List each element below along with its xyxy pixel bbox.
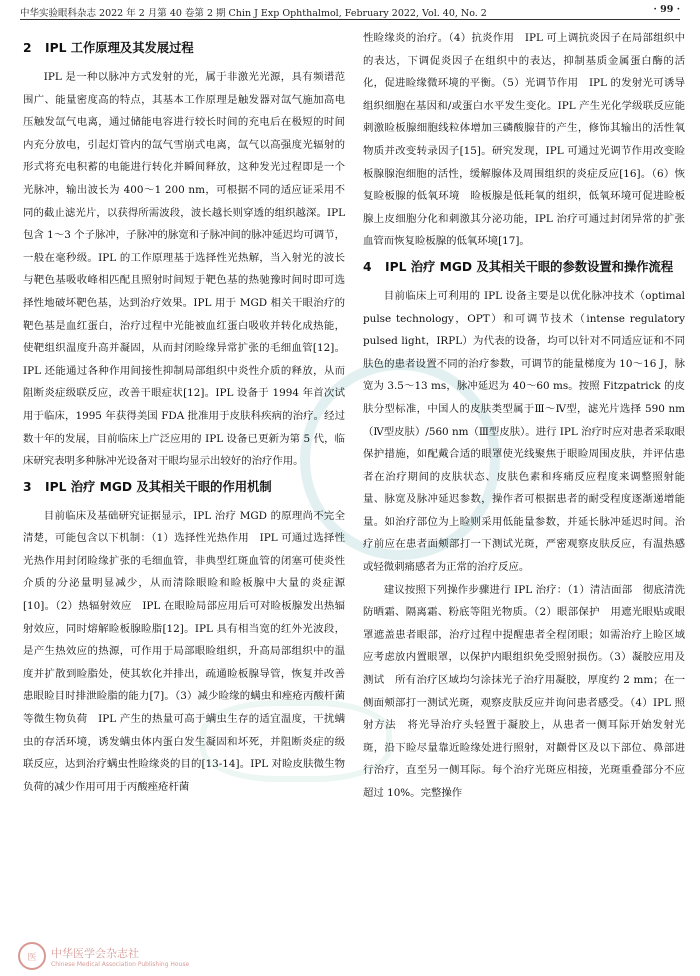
section-number: 2: [23, 41, 32, 55]
body-paragraph: 建议按照下列操作步骤进行 IPL 治疗：（1）清洁面部 彻底清洗防晒霜、隔离霜、粉底等阻光物质。（2）眼部保护 用遮光眼贴或眼罩遮盖患者眼部，治疗过程中提醒患者全程闭眼；如需治疗上睑区域应考虑放内置眼罩，以保护内眼组织免受照射损伤。（3）凝胶应用及测试 所有治疗区域均匀涂抹光子治疗用凝胶，厚度约 2 mm；在一侧面颊部打一测试光斑，观察皮肤反应并询问患者感受。（4）IPL 照射方法 将光导治疗头轻置于凝胶上，从患者一侧耳际开始发射光斑，沿下睑尽量靠近睑缘处进行照射，对颧骨区及以下部位、鼻部进行治疗，直至另一侧耳际。每个治疗光斑应相接，光斑重叠部分不应超过 10%。完整操作: [363, 583, 685, 799]
journal-citation: 中华实验眼科杂志 2022 年 2 月第 40 卷第 2 期 Chin J Exp Ophthalmol, February 2022, Vol. 40, No. 2: [20, 8, 487, 19]
publisher-logo: [18, 942, 189, 970]
body-paragraph: 目前临床上可利用的 IPL 设备主要是以优化脉冲技术（optimal pulse technology，OPT）和可调节技术（intense regulatory pulsed light，IRPL）为代表的设备，均可以针对不同适应证和不同肤色的患者设置不同的治疗参数，可调节的能量梯度为 10～16 J，脉宽为 3.5～13 ms，脉冲延迟为 40～60 ms。按照 Fitzpatrick 的皮肤分型标准，中国人的皮肤类型属于Ⅲ～Ⅳ型，滤光片选择 590 nm（Ⅳ型皮肤）/560 nm（Ⅲ型皮肤）。进行 IPL 治疗时应对患者采取眼保护措施，如配戴合适的眼罩使光线聚焦于眼睑周围皮肤，并评估患者在治疗期间的皮肤状态、皮肤色素和疼痛反应程度来调整照射能量、脉宽及脉冲延迟参数，操作者可根据患者的耐受程度逐渐递增能量。如治疗部位为上睑则采用低能量参数，并延长脉冲延迟时间。治疗前应在患者面颊部打一下测试光斑，严密观察皮肤反应，有温热感或轻微刺痛感者为正常的治疗反应。: [363, 289, 685, 574]
section-title: IPL 治疗 MGD 及其相关干眼的作用机制: [45, 479, 272, 494]
body-paragraph: 目前临床及基础研究证据显示，IPL 治疗 MGD 的原理尚不完全清楚，可能包含以下机制：（1）选择性光热作用 IPL 可通过选择性光热作用封闭睑缘扩张的毛细血管，非典型红斑血管的闭塞可使炎性介质的分泌量明显减少，从而清除眼睑和睑板腺中大量的炎症源[10]。（2）热辐射效应 IPL 在眼睑局部应用后可对睑板腺发出热辐射效应，同时熔解睑板腺睑脂[12]。IPL 具有相当宽的红外光波段，是产生热效应的热源，可作用于局部眼睑组织，升高局部组织中的温度并扩散到睑脂处，使其软化并排出，疏通睑板腺导管，恢复并改善患眼睑目时排泄睑脂的能力[7]。（3）减少睑缘的螨虫和痤疮丙酸杆菌等微生物负荷 IPL 产生的热量可高于螨虫生存的适宜温度，干扰螨虫的存活环境，诱发螨虫体内蛋白发生凝固和坏死，并阻断炎症的级联反应，达到治疗螨虫性睑缘炎的目的[13-14]。IPL 对睑皮肤微生物负荷的减少作用可用于丙酸痤疮杆菌: [23, 509, 345, 793]
section-heading: [23, 38, 345, 58]
page-number: · 99 ·: [653, 4, 680, 15]
section-heading: [23, 477, 345, 497]
running-header: [20, 3, 680, 20]
section-title: IPL 治疗 MGD 及其相关干眼的参数设置和操作流程: [385, 259, 674, 274]
body-paragraph: 性睑缘炎的治疗。（4）抗炎作用 IPL 可上调抗炎因子在局部组织中的表达，下调促炎因子在组织中的表达，抑制基质金属蛋白酶的活化，促进睑缘微环境的平衡。（5）光调节作用 IPL 的发射光可诱导组织细胞在基因和/或蛋白水平发生变化。IPL 产生光化学级联反应能刺激睑板腺细胞线粒体增加三磷酸腺苷的产生，修饰其输出的活性氧物质并改变转录因子[15]。研究发现，IPL 可通过光调节作用改变睑板腺腺泡细胞的活性，缓解腺体及周围组织的炎症反应[16]。（6）恢复睑板腺的低氧环境 睑板腺是低耗氧的组织，低氧环境可促进睑板腺上皮细胞分化和刺激其分泌功能，IPL 治疗可通过封闭异常的扩张血管而恢复睑板腺的低氧环境[17]。: [363, 32, 685, 248]
section-title: IPL 工作原理及其发展过程: [45, 41, 194, 55]
section-heading: [363, 257, 685, 277]
publisher-name-en: Chinese Medical Association Publishing House: [51, 960, 190, 968]
body-paragraph: IPL 是一种以脉冲方式发射的光，属于非激光光源，具有频谱范围广、能量密度高的特点，其基本工作原理是触发器对氙气施加高电压触发氙气电离，通过储能电容进行较长时间的充电后在极短的时间内充分放电，引起灯管内的氙气雪崩式电离，氙气以高强度光辐射的形式将充电积蓄的电能进行转化并瞬间释放，这种发光过程即是一个光脉冲，输出波长为 400～1 200 nm，可根据不同的适应证采用不同的截止滤光片，以获得所需波段，波长越长则穿透的组织越深。IPL 包含 1～3 个子脉冲，子脉冲的脉宽和子脉冲间的脉冲延迟均可调节，一般在毫秒级。IPL 的工作原理基于选择性光热解，当入射光的波长与靶色基吸收峰相匹配且照射时间短于靶色基的热驰豫时间时即可选择性地破坏靶色基，达到治疗效果。IPL 用于 MGD 相关干眼治疗的靶色基是血红蛋白，治疗过程中光能被血红蛋白吸收并转化成热能，使靶组织温度升高并凝固，从而封闭睑缘异常扩张的毛细血管[12]。IPL 还能通过各种作用间接性抑制局部组织中炎性介质的释放，从而阻断炎症级联反应，改善干眼症状[12]。IPL 设备于 1994 年首次试用于临床，1995 年获得美国 FDA 批准用于皮肤科疾病的治疗。经过数十年的发展，目前临床上广泛应用的 IPL 设备已更新为第 5 代，临床研究表明多种脉冲光设备对干眼均显示出较好的治疗作用。: [23, 71, 345, 468]
section-number: 3: [23, 479, 32, 494]
section-number: 4: [363, 259, 372, 274]
right-column: [363, 27, 685, 805]
left-column: [23, 34, 345, 798]
publisher-seal-icon: 医: [18, 942, 46, 970]
publisher-name: 中华医学会杂志社: [51, 946, 139, 960]
